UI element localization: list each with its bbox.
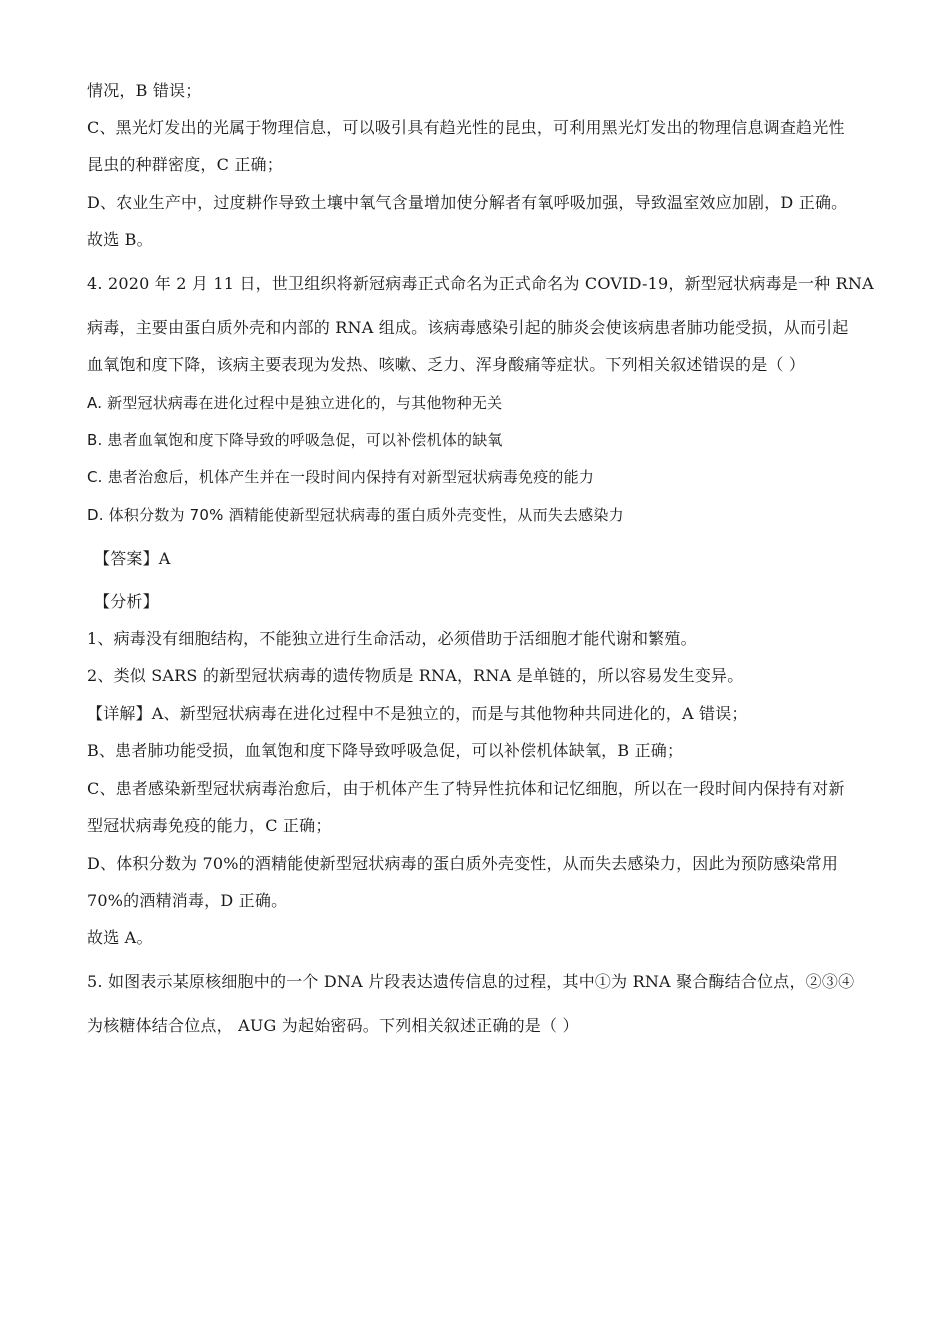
- question-4-stem: 4. 2020 年 2 月 11 日，世卫组织将新冠病毒正式命名为正式命名为 COVID-19，新型冠状病毒是一种 RNA: [87, 274, 874, 293]
- text-line: 故选 B。: [87, 230, 153, 249]
- text-line: D、体积分数为 70%的酒精能使新型冠状病毒的蛋白质外壳变性，从而失去感染力，因此为预防感染常用: [87, 854, 839, 873]
- question-4-stem: 病毒，主要由蛋白质外壳和内部的 RNA 组成。该病毒感染引起的肺炎会使该病患者肺功能受损，从而引起: [87, 318, 849, 337]
- text-line: 型冠状病毒免疫的能力，C 正确；: [87, 816, 332, 835]
- option-a: A. 新型冠状病毒在进化过程中是独立进化的，与其他物种无关: [87, 394, 503, 412]
- text-line: B、患者肺功能受损，血氧饱和度下降导致呼吸急促，可以补偿机体缺氧，B 正确；: [87, 741, 684, 760]
- explanation-label: 【详解】A、新型冠状病毒在进化过程中不是独立的，而是与其他物种共同进化的，A 错误；: [87, 704, 748, 723]
- text-line: C、患者感染新型冠状病毒治愈后，由于机体产生了特异性抗体和记忆细胞，所以在一段时间内保持有对新: [87, 779, 845, 798]
- text-line: C、黑光灯发出的光属于物理信息，可以吸引具有趋光性的昆虫，可利用黑光灯发出的物理信息调查趋光性: [87, 118, 845, 137]
- text-line: 昆虫的种群密度，C 正确；: [87, 155, 283, 174]
- text-line: D、农业生产中，过度耕作导致土壤中氧气含量增加使分解者有氧呼吸加强，导致温室效应加剧，D 正确。: [87, 193, 848, 212]
- option-d: D. 体积分数为 70% 酒精能使新型冠状病毒的蛋白质外壳变性，从而失去感染力: [87, 506, 624, 524]
- answer-label: 【答案】A: [94, 549, 171, 568]
- option-b: B. 患者血氧饱和度下降导致的呼吸急促，可以补偿机体的缺氧: [87, 431, 503, 449]
- text-line: 故选 A。: [87, 928, 153, 947]
- text-line: 70%的酒精消毒，D 正确。: [87, 891, 288, 910]
- analysis-label: 【分析】: [94, 592, 159, 611]
- option-c: C. 患者治愈后，机体产生并在一段时间内保持有对新型冠状病毒免疫的能力: [87, 468, 595, 486]
- question-5-stem: 5. 如图表示某原核细胞中的一个 DNA 片段表达遗传信息的过程，其中①为 RNA 聚合酶结合位点，②③④: [87, 972, 855, 991]
- text-line: 1、病毒没有细胞结构，不能独立进行生命活动，必须借助于活细胞才能代谢和繁殖。: [87, 629, 697, 648]
- text-line: 2、类似 SARS 的新型冠状病毒的遗传物质是 RNA，RNA 是单链的，所以容易发生变异。: [87, 666, 744, 685]
- question-4-stem: 血氧饱和度下降，该病主要表现为发热、咳嗽、乏力、浑身酸痛等症状。下列相关叙述错误的是（ ）: [87, 355, 806, 374]
- question-5-stem: 为核糖体结合位点， AUG 为起始密码。下列相关叙述正确的是（ ）: [87, 1016, 579, 1035]
- text-line: 情况，B 错误；: [87, 81, 202, 100]
